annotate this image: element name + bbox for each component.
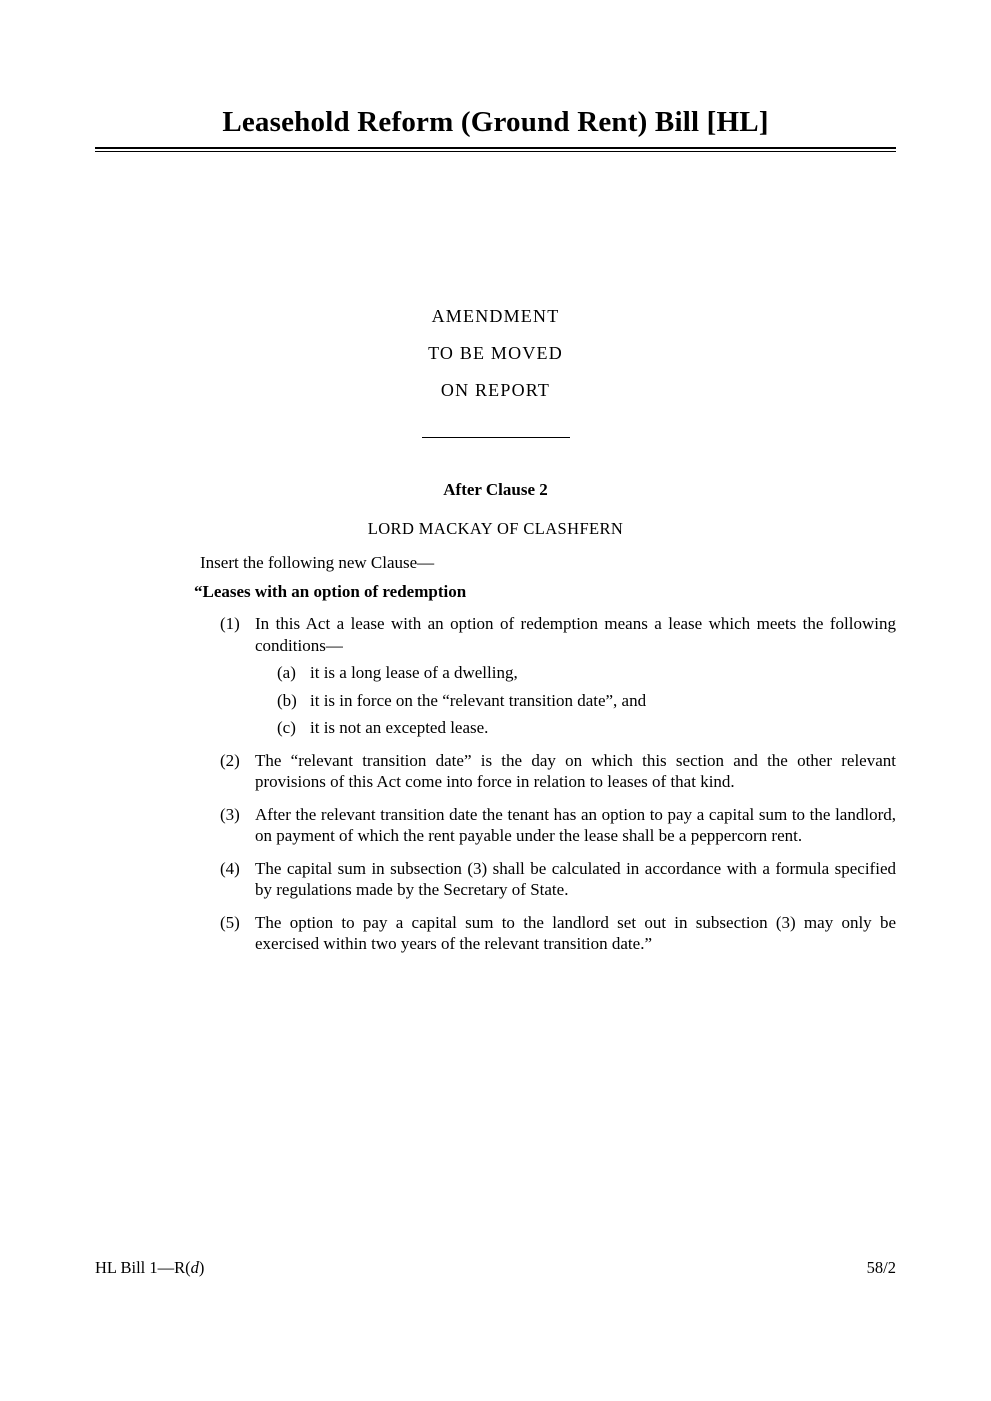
notice-line-amendment: AMENDMENT bbox=[431, 306, 560, 326]
paragraph-4 bbox=[95, 858, 896, 901]
separator-rule bbox=[422, 437, 570, 438]
paragraph-1-subitems bbox=[255, 662, 896, 739]
subitem-a-text: it is a long lease of a dwelling, bbox=[310, 663, 518, 682]
amendment-number: 58/2 bbox=[866, 1258, 896, 1277]
subitem-a-number: (a) bbox=[277, 663, 296, 682]
subitem-c bbox=[255, 717, 896, 739]
clause-paragraphs bbox=[95, 613, 896, 955]
subitem-a bbox=[255, 662, 896, 684]
paragraph-3 bbox=[95, 804, 896, 847]
instruction-text: Insert the following new Clause— bbox=[200, 553, 435, 572]
subitem-c-text: it is not an excepted lease. bbox=[310, 718, 489, 737]
paragraph-4-text: The capital sum in subsection (3) shall be calculated in accordance with a formula specified by regulations made by the Secretary of State. bbox=[255, 858, 896, 899]
new-clause-title: “Leases with an option of redemption bbox=[194, 581, 467, 601]
bill-title: Leasehold Reform (Ground Rent) Bill [HL] bbox=[222, 106, 769, 138]
paragraph-2-text: The “relevant transition date” is the day on which this section and the other relevant provisions of this Act come into force in relation to leases of that kind. bbox=[255, 750, 896, 791]
paragraph-5 bbox=[95, 912, 896, 955]
notice-line-on-report: ON REPORT bbox=[440, 380, 551, 400]
subitem-b bbox=[255, 690, 896, 712]
bill-reference-prefix: HL Bill 1—R( bbox=[95, 1258, 191, 1277]
paragraph-5-text: The option to pay a capital sum to the landlord set out in subsection (3) may only be exercised within two years of the relevant transition date.” bbox=[255, 912, 896, 953]
title-double-rule bbox=[95, 147, 896, 152]
paragraph-3-number: (3) bbox=[220, 804, 240, 824]
subitem-c-number: (c) bbox=[277, 718, 296, 737]
notice-line-to-be-moved: TO BE MOVED bbox=[428, 343, 563, 363]
paragraph-1-text: In this Act a lease with an option of redemption means a lease which meets the following conditions— bbox=[255, 614, 896, 655]
clause-heading: After Clause 2 bbox=[443, 480, 548, 499]
bill-reference-italic: d bbox=[190, 1258, 199, 1277]
paragraph-2 bbox=[95, 750, 896, 793]
subitem-b-number: (b) bbox=[277, 690, 297, 710]
bill-reference bbox=[95, 1258, 204, 1278]
mover-name: LORD MACKAY OF CLASHFERN bbox=[367, 519, 624, 538]
page-footer bbox=[95, 1258, 896, 1278]
paragraph-1-number: (1) bbox=[220, 614, 240, 633]
subitem-b-text: it is in force on the “relevant transition date”, and bbox=[310, 690, 647, 710]
amendment-notice bbox=[95, 305, 896, 401]
paragraph-1 bbox=[95, 613, 896, 739]
paragraph-2-number: (2) bbox=[220, 750, 240, 770]
paragraph-4-number: (4) bbox=[220, 858, 240, 878]
bill-reference-suffix: ) bbox=[198, 1258, 205, 1277]
paragraph-3-text: After the relevant transition date the tenant has an option to pay a capital sum to the landlord, on payment of which the rent payable under the lease shall be a peppercorn rent. bbox=[255, 804, 896, 845]
paragraph-5-number: (5) bbox=[220, 912, 240, 932]
